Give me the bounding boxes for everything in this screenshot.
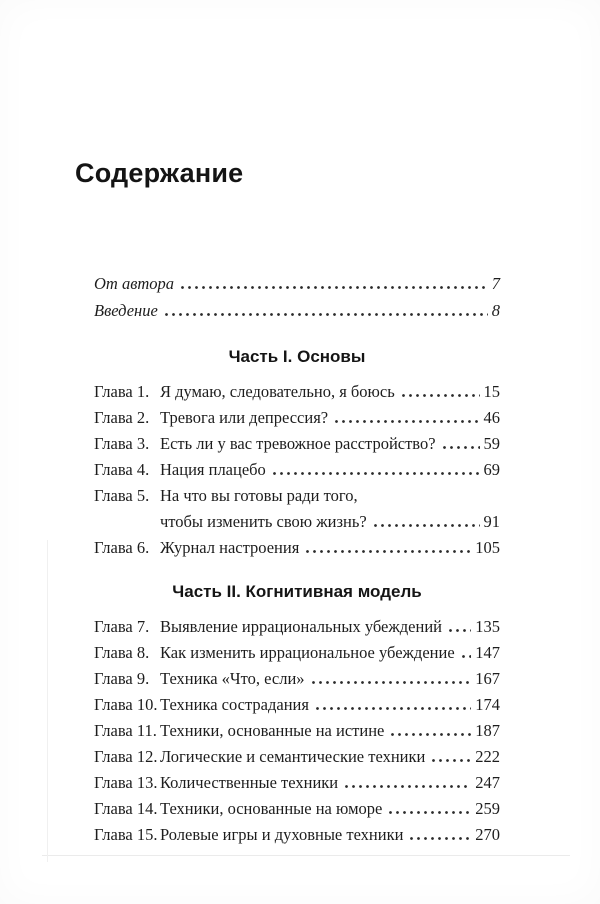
toc-entry bbox=[94, 822, 500, 848]
entry-title: Нация плацебо bbox=[160, 460, 266, 479]
chapter-label: Глава 9. bbox=[94, 669, 150, 688]
dot-leader bbox=[387, 811, 471, 814]
dot-leader bbox=[389, 733, 471, 736]
toc-entry bbox=[94, 770, 500, 796]
page-title: Содержание bbox=[75, 158, 244, 188]
entry-title: Техника «Что, если» bbox=[160, 669, 305, 688]
chapter-label: Глава 15. bbox=[94, 825, 158, 844]
entry-title: Есть ли у вас тревожное расстройство? bbox=[160, 434, 436, 453]
toc-entry bbox=[94, 431, 500, 457]
page-number: 167 bbox=[475, 669, 500, 688]
page-number: 222 bbox=[475, 747, 500, 766]
toc-entry bbox=[94, 744, 500, 770]
toc-entry bbox=[94, 483, 500, 509]
toc-entry bbox=[94, 379, 500, 405]
toc-sections bbox=[94, 346, 500, 848]
front-matter-entry bbox=[94, 270, 500, 297]
entry-title: Логические и семантические техники bbox=[160, 747, 426, 766]
front-matter-list bbox=[94, 270, 500, 324]
dot-leader bbox=[408, 837, 471, 840]
dot-leader bbox=[314, 707, 471, 710]
page-number: 135 bbox=[475, 617, 500, 636]
toc-entry bbox=[94, 405, 500, 431]
page-number: 46 bbox=[483, 408, 500, 427]
chapter-label: Глава 4. bbox=[94, 460, 150, 479]
chapter-label: Глава 2. bbox=[94, 408, 150, 427]
page-number: 15 bbox=[483, 382, 500, 401]
page-number: 259 bbox=[475, 799, 500, 818]
page-number: 91 bbox=[483, 512, 500, 531]
entry-title: От автора bbox=[94, 274, 175, 293]
chapter-label: Глава 14. bbox=[94, 799, 158, 818]
dot-leader bbox=[447, 629, 471, 632]
chapter-label: Глава 13. bbox=[94, 773, 158, 792]
chapter-label: Глава 7. bbox=[94, 617, 150, 636]
dot-leader bbox=[179, 286, 488, 289]
toc-entry bbox=[94, 640, 500, 666]
entry-title: Техники, основанные на истине bbox=[160, 721, 385, 740]
chapter-label: Глава 10. bbox=[94, 695, 158, 714]
toc-entry bbox=[94, 535, 500, 561]
page-number: 8 bbox=[491, 301, 500, 320]
entry-title: Ролевые игры и духовные техники bbox=[160, 825, 404, 844]
page-number: 247 bbox=[475, 773, 500, 792]
chapter-label: Глава 8. bbox=[94, 643, 150, 662]
toc-entry bbox=[94, 692, 500, 718]
page-number: 105 bbox=[475, 538, 500, 557]
chapter-label: Глава 11. bbox=[94, 721, 157, 740]
entry-title: Как изменить иррациональное убеждение bbox=[160, 643, 455, 662]
scan-artifact-vertical-line bbox=[47, 540, 48, 862]
toc-entry bbox=[94, 718, 500, 744]
entry-title: Выявление иррациональных убеждений bbox=[160, 617, 442, 636]
entry-title: Техники, основанные на юморе bbox=[160, 799, 383, 818]
section-heading: Часть II. Когнитивная модель bbox=[172, 582, 422, 601]
entry-title: чтобы изменить свою жизнь? bbox=[160, 512, 367, 531]
entry-title: На что вы готовы ради того, bbox=[160, 486, 358, 505]
page-number: 59 bbox=[483, 434, 500, 453]
toc-entry bbox=[94, 509, 500, 535]
dot-leader bbox=[372, 524, 480, 527]
page-number: 270 bbox=[475, 825, 500, 844]
chapter-label: Глава 3. bbox=[94, 434, 150, 453]
dot-leader bbox=[460, 655, 472, 658]
dot-leader bbox=[430, 759, 471, 762]
dot-leader bbox=[343, 785, 471, 788]
section-heading: Часть I. Основы bbox=[228, 347, 366, 366]
chapter-label: Глава 12. bbox=[94, 747, 158, 766]
page-number: 187 bbox=[475, 721, 500, 740]
entry-title: Введение bbox=[94, 301, 158, 320]
scan-artifact-horizontal-line bbox=[42, 855, 570, 856]
toc-entry bbox=[94, 666, 500, 692]
entry-title: Тревога или депрессия? bbox=[160, 408, 329, 427]
chapter-label: Глава 5. bbox=[94, 486, 150, 505]
entry-title: Журнал настроения bbox=[160, 538, 300, 557]
chapter-label: Глава 6. bbox=[94, 538, 150, 557]
chapter-label: Глава 1. bbox=[94, 382, 150, 401]
page-number: 174 bbox=[475, 695, 500, 714]
page-number: 69 bbox=[483, 460, 500, 479]
toc-entry bbox=[94, 796, 500, 822]
dot-leader bbox=[441, 446, 480, 449]
dot-leader bbox=[333, 420, 479, 423]
dot-leader bbox=[271, 472, 480, 475]
toc-entry bbox=[94, 614, 500, 640]
entry-title: Количественные техники bbox=[160, 773, 339, 792]
dot-leader bbox=[163, 313, 488, 316]
dot-leader bbox=[310, 681, 472, 684]
dot-leader bbox=[400, 394, 480, 397]
entry-title: Я думаю, следовательно, я боюсь bbox=[160, 382, 395, 401]
dot-leader bbox=[304, 550, 471, 553]
front-matter-entry bbox=[94, 297, 500, 324]
toc-entry bbox=[94, 457, 500, 483]
entry-title: Техника сострадания bbox=[160, 695, 309, 714]
page-number: 7 bbox=[491, 274, 500, 293]
page-number: 147 bbox=[475, 643, 500, 662]
